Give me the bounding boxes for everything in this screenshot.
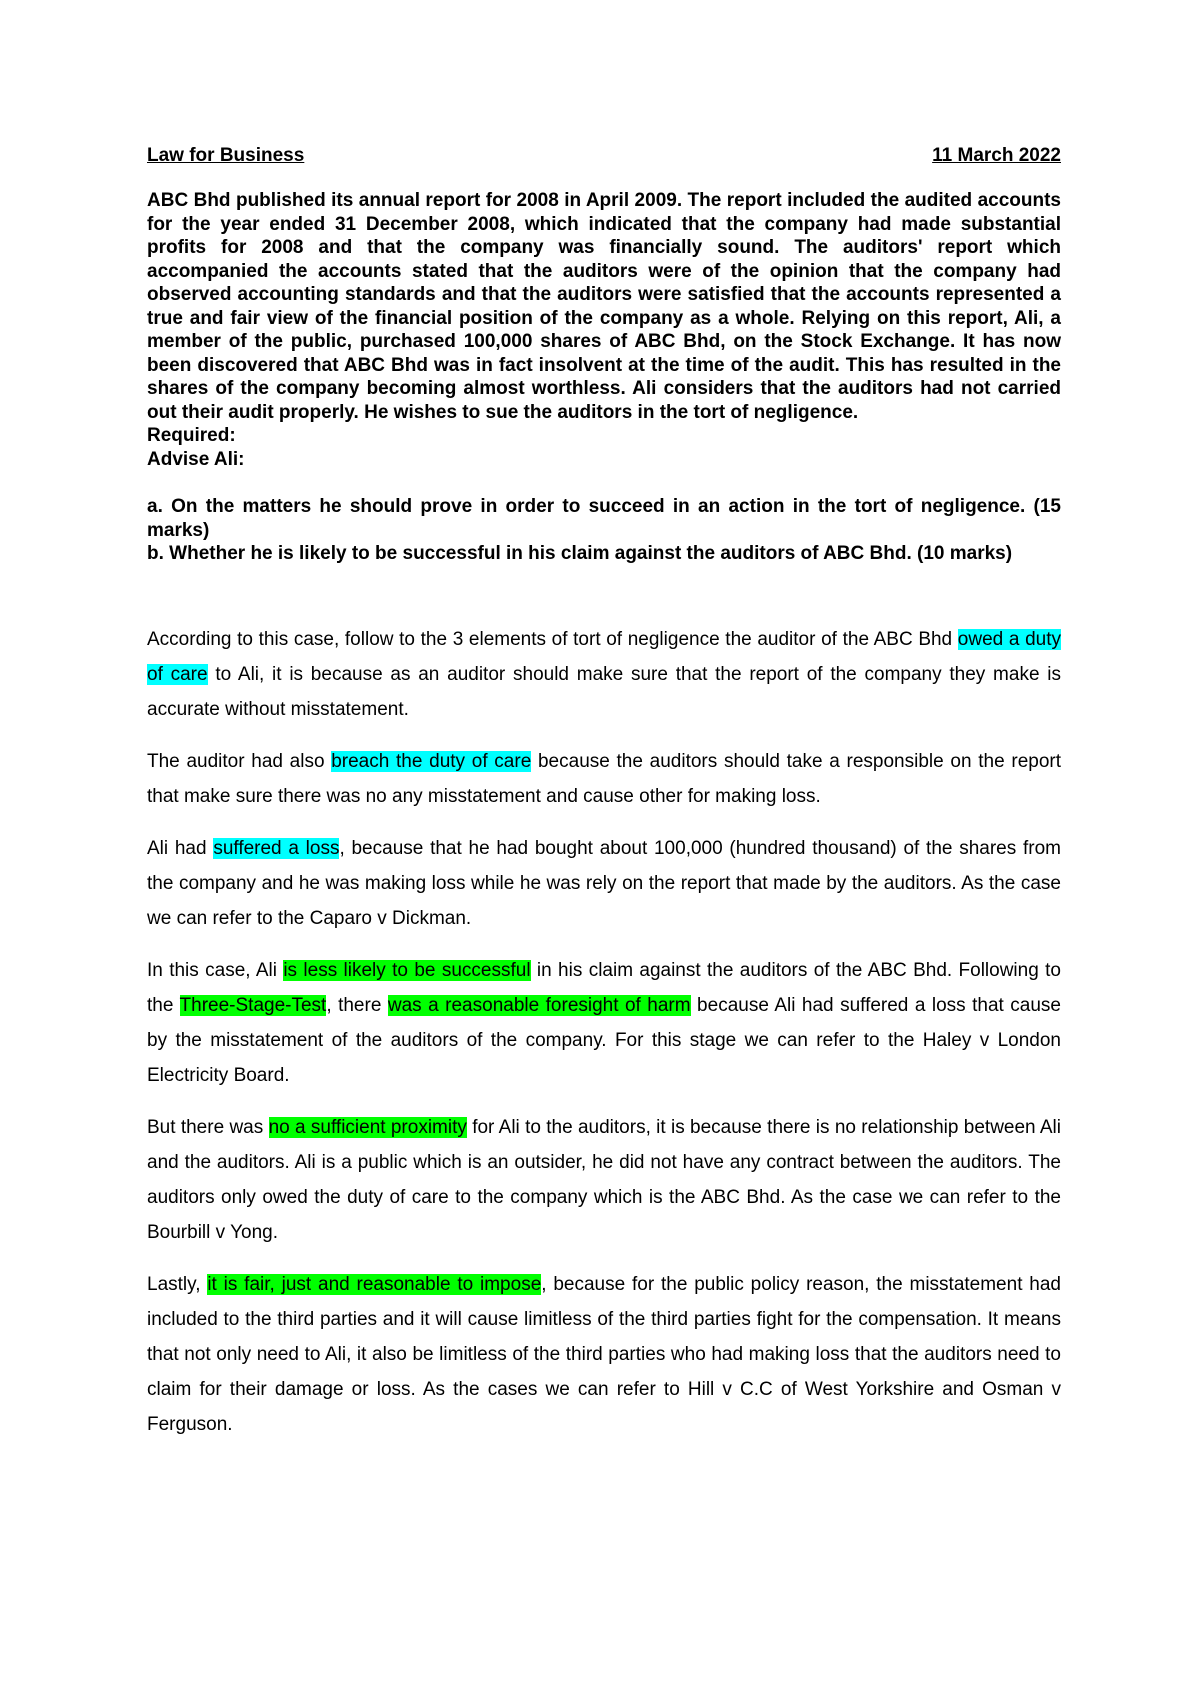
spacer: [147, 471, 1061, 495]
answer-paragraph-breach: [147, 744, 1061, 814]
document-page: [147, 143, 1061, 1459]
answer-text: , because for the public policy reason, the misstatement had included to the third parties and it will cause limitless of the third parties fight for the compensation. It means that not only need to Ali, it also be limitless of the third parties who had making loss that the auditors need to claim for their damage or loss. As the cases we can refer to Hill v C.C of West Yorkshire and Osman v Ferguson.: [147, 1273, 1061, 1435]
answer-paragraph-likelihood: [147, 953, 1061, 1093]
document-header: [147, 143, 1061, 169]
answer-text: , there: [326, 994, 388, 1016]
question-scenario: ABC Bhd published its annual report for 2008 in April 2009. The report included the audited accounts for the year ended 31 December 2008, which indicated that the company had made substantial profits for 2008 and that the company was financially sound. The auditors' report which accompanied the accounts stated that the auditors were of the opinion that the company had observed accounting standards and that the auditors were satisfied that the accounts represented a true and fair view of the financial position of the company as a whole. Relying on this report, Ali, a member of the public, purchased 100,000 shares of ABC Bhd, on the Stock Exchange. It has now been discovered that ABC Bhd was in fact insolvent at the time of the audit. This has resulted in the shares of the company becoming almost worthless. Ali considers that the auditors had not carried out their audit properly. He wishes to sue the auditors in the tort of negligence.: [147, 190, 1061, 423]
answer-paragraph-loss: [147, 831, 1061, 936]
answer-text: because the auditors should take a responsible on the report that make sure there was no any misstatement and cause other for making loss.: [147, 750, 1062, 807]
highlight-fair-just-reasonable: it is fair, just and reasonable to impose: [207, 1273, 542, 1295]
advise-label: Advise Ali:: [147, 448, 245, 470]
document-date: 11 March 2022: [932, 145, 1061, 166]
highlight-breach: breach the duty of care: [331, 750, 532, 772]
highlight-duty-of-care: owed a duty of care: [147, 628, 1061, 685]
answer-text: The auditor had also: [147, 750, 332, 772]
answer-text: Ali had: [147, 837, 214, 859]
question-part-b: b. Whether he is likely to be successful in his claim against the auditors of ABC Bhd. (10 marks): [147, 543, 1013, 564]
answer-text: in his claim against the auditors of the ABC Bhd. Following to the: [147, 959, 1061, 1016]
course-title: Law for Business: [147, 145, 305, 166]
answer-text: to Ali, it is because as an auditor should make sure that the report of the company they make is accurate without misstatement.: [147, 663, 1061, 720]
question-block: [147, 189, 1061, 566]
answer-text: because Ali had suffered a loss that cause by the misstatement of the auditors of the company. For this stage we can refer to the Haley v London Electricity Board.: [147, 994, 1061, 1086]
answer-block: [147, 622, 1061, 1442]
answer-text: In this case, Ali: [147, 959, 284, 981]
answer-paragraph-duty: [147, 622, 1061, 727]
highlight-three-stage-test: Three-Stage-Test: [179, 994, 327, 1016]
answer-text: Lastly,: [147, 1273, 208, 1295]
required-label: Required:: [147, 425, 236, 446]
answer-paragraph-fairness: [147, 1267, 1061, 1442]
highlight-foresight: was a reasonable foresight of harm: [387, 994, 691, 1016]
answer-text: for Ali to the auditors, it is because there is no relationship between Ali and the auditors. Ali is a public which is an outsider, he did not have any contract between the auditors. The auditors only owed the duty of care to the company which is the ABC Bhd. As the case we can refer to the Bourbill v Yong.: [147, 1116, 1062, 1243]
answer-paragraph-proximity: [147, 1110, 1061, 1250]
highlight-loss: suffered a loss: [213, 837, 340, 859]
highlight-proximity: no a sufficient proximity: [268, 1116, 467, 1138]
answer-text: , because that he had bought about 100,000 (hundred thousand) of the shares from the company and he was making loss while he was rely on the report that made by the auditors. As the case we can refer to the Caparo v Dickman.: [147, 837, 1061, 929]
answer-text: According to this case, follow to the 3 elements of tort of negligence the auditor of the ABC Bhd: [147, 628, 958, 650]
answer-text: But there was: [147, 1116, 269, 1138]
highlight-less-likely: is less likely to be successful: [283, 959, 531, 981]
question-part-a: a. On the matters he should prove in order to succeed in an action in the tort of negligence. (15 marks): [147, 496, 1061, 541]
